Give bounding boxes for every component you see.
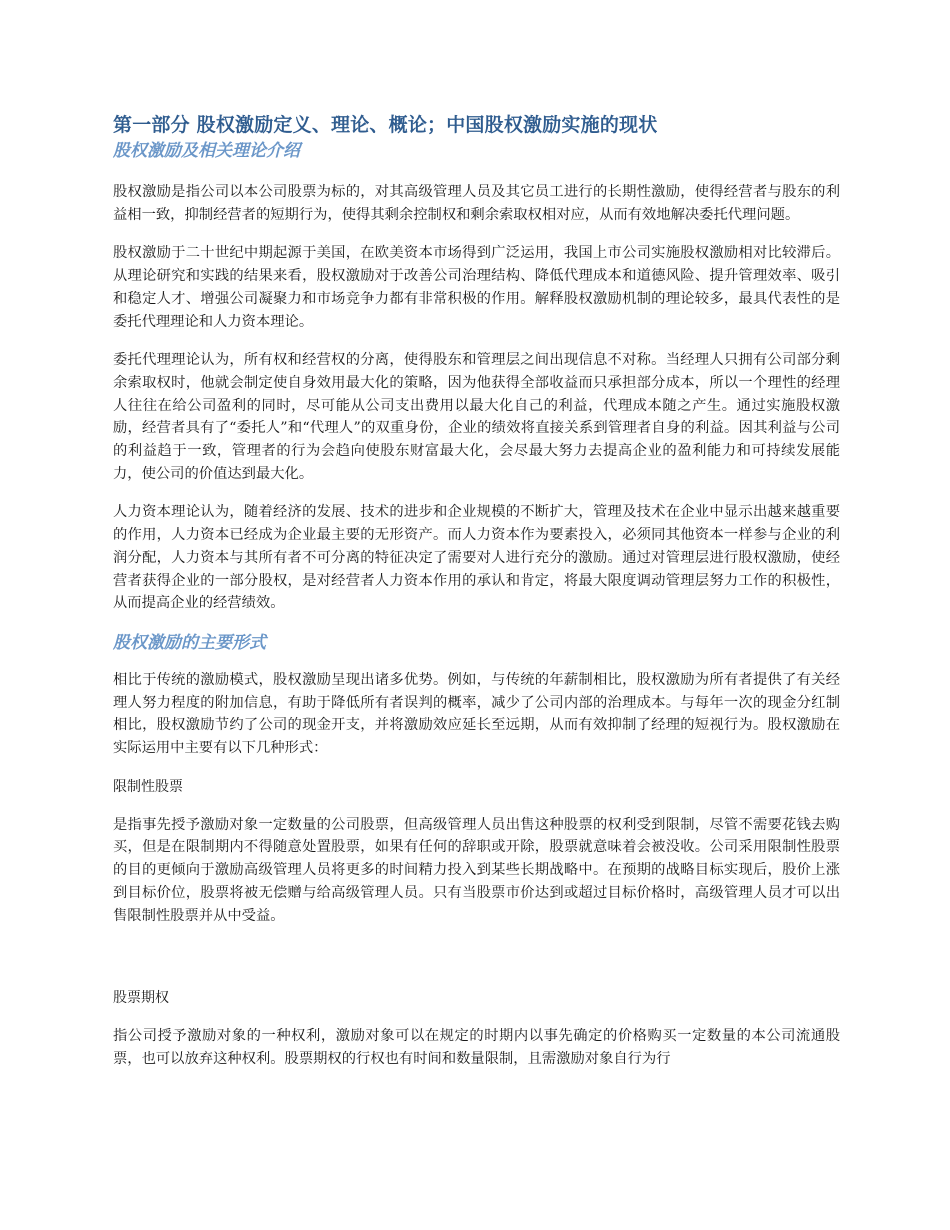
- document-page: [113, 112, 840, 1087]
- paragraph-definition: 股权激励是指公司以本公司股票为标的，对其高级管理人员及其它员工进行的长期性激励，使得经营者与股东的利益相一致，抑制经营者的短期行为，使得其剩余控制权和剩余索取权相对应，从而有效地解决委托代理问题。: [113, 184, 840, 223]
- document-title: 第一部分 股权激励定义、理论、概论；中国股权激励实施的现状: [113, 114, 658, 136]
- paragraph-restricted-stock: 是指事先授予激励对象一定数量的公司股票，但高级管理人员出售这种股票的权利受到限制，尽管不需要花钱去购买，但是在限制期内不得随意处置股票，如果有任何的辞职或开除，股票就意味着会被没收。公司采用限制性股票的目的更倾向于激励高级管理人员将更多的时间精力投入到某些长期战略中。在预期的战略目标实现后，股价上涨到目标价位，股票将被无偿赠与给高级管理人员。只有当股票市价达到或超过目标价格时，高级管理人员才可以出售限制性股票并从中受益。: [113, 816, 840, 924]
- subheading-stock-options: 股票期权: [113, 990, 169, 1007]
- section-heading-forms: 股权激励的主要形式: [113, 632, 266, 653]
- paragraph-stock-options: 指公司授予激励对象的一种权利，激励对象可以在规定的时期内以事先确定的价格购买一定数量的本公司流通股票，也可以放弃这种权利。股票期权的行权也有时间和数量限制，且需激励对象自行为行: [113, 1028, 840, 1067]
- subheading-restricted-stock: 限制性股票: [113, 778, 183, 795]
- paragraph-origin: 股权激励于二十世纪中期起源于美国，在欧美资本市场得到广泛运用，我国上市公司实施股权激励相对比较滞后。从理论研究和实践的结果来看，股权激励对于改善公司治理结构、降低代理成本和道德风险、提升管理效率、吸引和稳定人才、增强公司凝聚力和市场竞争力都有非常积极的作用。解释股权激励机制的理论较多，最具代表性的是委托代理理论和人力资本理论。: [113, 245, 840, 330]
- paragraph-principal-agent: 委托代理理论认为，所有权和经营权的分离，使得股东和管理层之间出现信息不对称。当经理人只拥有公司部分剩余索取权时，他就会制定使自身效用最大化的策略，因为他获得全部收益而只承担部分成本，所以一个理性的经理人往往在给公司盈利的同时，尽可能从公司支出费用以最大化自己的利益，代理成本随之产生。通过实施股权激励，经营者具有了“委托人”和“代理人”的双重身份，企业的绩效将直接关系到管理者自身的利益。因其利益与公司的利益趋于一致，管理者的行为会趋向使股东财富最大化，会尽最大努力去提高企业的盈利能力和可持续发展能力，使公司的价值达到最大化。: [113, 352, 840, 482]
- section-heading-theory: 股权激励及相关理论介绍: [113, 141, 300, 161]
- paragraph-forms-intro: 相比于传统的激励模式，股权激励呈现出诸多优势。例如，与传统的年薪制相比，股权激励为所有者提供了有关经理人努力程度的附加信息，有助于降低所有者误判的概率，减少了公司内部的治理成本。与每年一次的现金分红制相比，股权激励节约了公司的现金开支，并将激励效应延长至远期，从而有效抑制了经理的短视行为。股权激励在实际运用中主要有以下几种形式：: [113, 671, 840, 757]
- blank-spacer: [113, 943, 840, 987]
- paragraph-human-capital: 人力资本理论认为，随着经济的发展、技术的进步和企业规模的不断扩大，管理及技术在企业中显示出越来越重要的作用，人力资本已经成为企业最主要的无形资产。而人力资本作为要素投入，必须同其他资本一样参与企业的利润分配，人力资本与其所有者不可分离的特征决定了需要对人进行充分的激励。通过对管理层进行股权激励，使经营者获得企业的一部分股权，是对经营者人力资本作用的承认和肯定，将最大限度调动管理层努力工作的积极性，从而提高企业的经营绩效。: [113, 504, 840, 612]
